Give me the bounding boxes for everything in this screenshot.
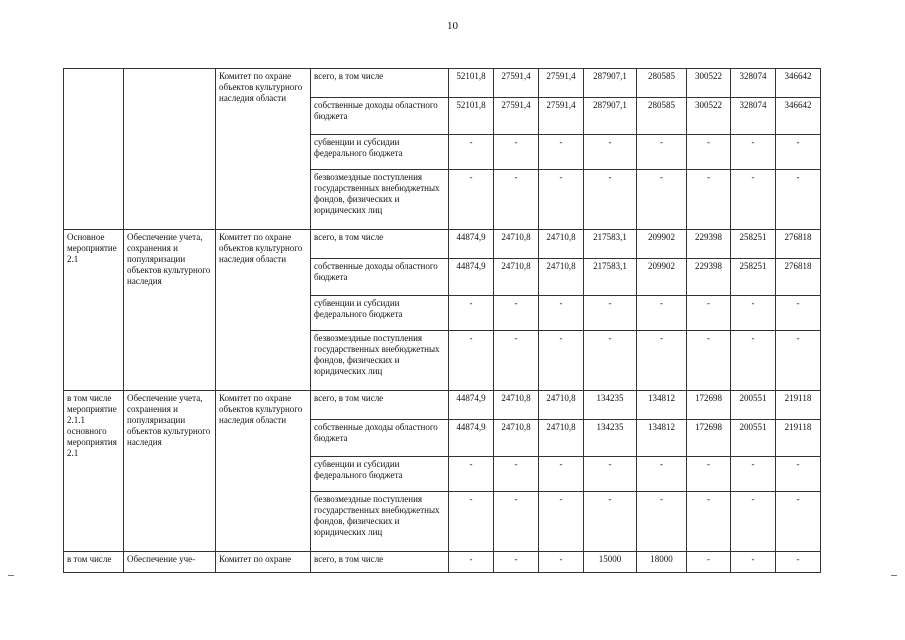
- table-row: [64, 391, 821, 420]
- amount-cell: 276818: [776, 230, 821, 259]
- amount-cell: -: [637, 457, 687, 492]
- funding-source-cell: безвозмездные поступления государственных внебюджетных фондов, физических и юридических лиц: [311, 492, 449, 552]
- amount-cell: -: [584, 135, 637, 170]
- amount-cell: -: [637, 170, 687, 230]
- amount-cell: 27591,4: [539, 98, 584, 135]
- amount-cell: 24710,8: [494, 230, 539, 259]
- program-description-cell: [124, 69, 216, 230]
- program-description-cell: Обеспечение учета, сохранения и популяризации объектов культурного наследия: [124, 391, 216, 552]
- amount-cell: -: [776, 331, 821, 391]
- amount-cell: 27591,4: [539, 69, 584, 98]
- program-name-cell: Основное мероприятие 2.1: [64, 230, 124, 391]
- funding-source-cell: субвенции и субсидии федерального бюджета: [311, 457, 449, 492]
- amount-cell: 24710,8: [539, 420, 584, 457]
- budget-table: [63, 68, 821, 573]
- funding-source-cell: субвенции и субсидии федерального бюджета: [311, 135, 449, 170]
- amount-cell: 209902: [637, 230, 687, 259]
- amount-cell: 24710,8: [494, 259, 539, 296]
- amount-cell: 287907,1: [584, 69, 637, 98]
- amount-cell: -: [731, 170, 776, 230]
- amount-cell: 280585: [637, 69, 687, 98]
- executor-cell: Комитет по охране: [216, 552, 311, 573]
- amount-cell: 134812: [637, 391, 687, 420]
- amount-cell: 219118: [776, 391, 821, 420]
- amount-cell: -: [687, 492, 731, 552]
- amount-cell: 280585: [637, 98, 687, 135]
- amount-cell: -: [449, 457, 494, 492]
- amount-cell: 217583,1: [584, 230, 637, 259]
- amount-cell: 258251: [731, 230, 776, 259]
- amount-cell: 346642: [776, 69, 821, 98]
- program-description-cell: Обеспечение уче-: [124, 552, 216, 573]
- edge-mark-left: [8, 575, 14, 576]
- amount-cell: 18000: [637, 552, 687, 573]
- amount-cell: -: [449, 331, 494, 391]
- amount-cell: -: [637, 296, 687, 331]
- amount-cell: -: [776, 457, 821, 492]
- amount-cell: 328074: [731, 98, 776, 135]
- amount-cell: 217583,1: [584, 259, 637, 296]
- amount-cell: -: [539, 296, 584, 331]
- amount-cell: -: [776, 552, 821, 573]
- amount-cell: 276818: [776, 259, 821, 296]
- amount-cell: 172698: [687, 420, 731, 457]
- amount-cell: -: [731, 135, 776, 170]
- amount-cell: -: [687, 331, 731, 391]
- amount-cell: -: [494, 135, 539, 170]
- amount-cell: 172698: [687, 391, 731, 420]
- amount-cell: -: [637, 135, 687, 170]
- amount-cell: -: [449, 492, 494, 552]
- program-name-cell: в том числе мероприятие 2.1.1 основного мероприятия 2.1: [64, 391, 124, 552]
- edge-mark-right: [891, 575, 897, 576]
- amount-cell: -: [584, 170, 637, 230]
- amount-cell: 200551: [731, 391, 776, 420]
- table-row: [64, 552, 821, 573]
- amount-cell: -: [637, 492, 687, 552]
- amount-cell: -: [584, 331, 637, 391]
- amount-cell: 300522: [687, 98, 731, 135]
- amount-cell: 229398: [687, 230, 731, 259]
- executor-cell: Комитет по охране объектов культурного наследия области: [216, 230, 311, 391]
- amount-cell: -: [776, 492, 821, 552]
- amount-cell: 200551: [731, 420, 776, 457]
- amount-cell: 258251: [731, 259, 776, 296]
- amount-cell: -: [731, 552, 776, 573]
- amount-cell: -: [687, 296, 731, 331]
- amount-cell: -: [776, 170, 821, 230]
- program-description-cell: Обеспечение учета, сохранения и популяризации объектов культурного наследия: [124, 230, 216, 391]
- table-row: [64, 69, 821, 98]
- amount-cell: 24710,8: [494, 391, 539, 420]
- amount-cell: -: [584, 492, 637, 552]
- amount-cell: -: [494, 331, 539, 391]
- amount-cell: 44874,9: [449, 230, 494, 259]
- amount-cell: -: [687, 135, 731, 170]
- funding-source-cell: субвенции и субсидии федерального бюджета: [311, 296, 449, 331]
- amount-cell: 24710,8: [539, 391, 584, 420]
- amount-cell: 300522: [687, 69, 731, 98]
- amount-cell: -: [539, 170, 584, 230]
- amount-cell: 52101,8: [449, 69, 494, 98]
- amount-cell: 346642: [776, 98, 821, 135]
- amount-cell: -: [539, 135, 584, 170]
- amount-cell: 229398: [687, 259, 731, 296]
- amount-cell: -: [449, 135, 494, 170]
- amount-cell: -: [539, 331, 584, 391]
- amount-cell: 134235: [584, 420, 637, 457]
- funding-source-cell: собственные доходы областного бюджета: [311, 420, 449, 457]
- amount-cell: 24710,8: [539, 259, 584, 296]
- amount-cell: 328074: [731, 69, 776, 98]
- amount-cell: -: [637, 331, 687, 391]
- amount-cell: 27591,4: [494, 69, 539, 98]
- amount-cell: -: [776, 135, 821, 170]
- executor-cell: Комитет по охране объектов культурного наследия области: [216, 69, 311, 230]
- amount-cell: 209902: [637, 259, 687, 296]
- amount-cell: -: [449, 170, 494, 230]
- table-body: [64, 69, 821, 573]
- amount-cell: 134235: [584, 391, 637, 420]
- amount-cell: 15000: [584, 552, 637, 573]
- funding-source-cell: безвозмездные поступления государственных внебюджетных фондов, физических и юридических лиц: [311, 170, 449, 230]
- program-name-cell: в том числе: [64, 552, 124, 573]
- amount-cell: 44874,9: [449, 391, 494, 420]
- amount-cell: 287907,1: [584, 98, 637, 135]
- funding-source-cell: всего, в том числе: [311, 552, 449, 573]
- executor-cell: Комитет по охране объектов культурного наследия области: [216, 391, 311, 552]
- funding-source-cell: всего, в том числе: [311, 230, 449, 259]
- program-name-cell: [64, 69, 124, 230]
- amount-cell: 134812: [637, 420, 687, 457]
- funding-source-cell: безвозмездные поступления государственных внебюджетных фондов, физических и юридических лиц: [311, 331, 449, 391]
- amount-cell: -: [731, 492, 776, 552]
- amount-cell: 27591,4: [494, 98, 539, 135]
- amount-cell: 44874,9: [449, 259, 494, 296]
- amount-cell: 52101,8: [449, 98, 494, 135]
- funding-source-cell: собственные доходы областного бюджета: [311, 259, 449, 296]
- amount-cell: -: [584, 296, 637, 331]
- funding-source-cell: всего, в том числе: [311, 391, 449, 420]
- amount-cell: -: [731, 457, 776, 492]
- page-number: 10: [447, 20, 458, 32]
- amount-cell: -: [731, 296, 776, 331]
- amount-cell: 44874,9: [449, 420, 494, 457]
- amount-cell: -: [687, 552, 731, 573]
- amount-cell: 24710,8: [494, 420, 539, 457]
- amount-cell: -: [687, 170, 731, 230]
- amount-cell: -: [449, 552, 494, 573]
- amount-cell: -: [494, 457, 539, 492]
- amount-cell: -: [539, 552, 584, 573]
- amount-cell: -: [449, 296, 494, 331]
- amount-cell: 24710,8: [539, 230, 584, 259]
- amount-cell: -: [494, 492, 539, 552]
- amount-cell: -: [494, 296, 539, 331]
- amount-cell: -: [494, 552, 539, 573]
- amount-cell: -: [584, 457, 637, 492]
- amount-cell: -: [494, 170, 539, 230]
- funding-source-cell: собственные доходы областного бюджета: [311, 98, 449, 135]
- amount-cell: -: [539, 492, 584, 552]
- amount-cell: -: [776, 296, 821, 331]
- amount-cell: -: [731, 331, 776, 391]
- amount-cell: 219118: [776, 420, 821, 457]
- amount-cell: -: [539, 457, 584, 492]
- amount-cell: -: [687, 457, 731, 492]
- table-row: [64, 230, 821, 259]
- funding-source-cell: всего, в том числе: [311, 69, 449, 98]
